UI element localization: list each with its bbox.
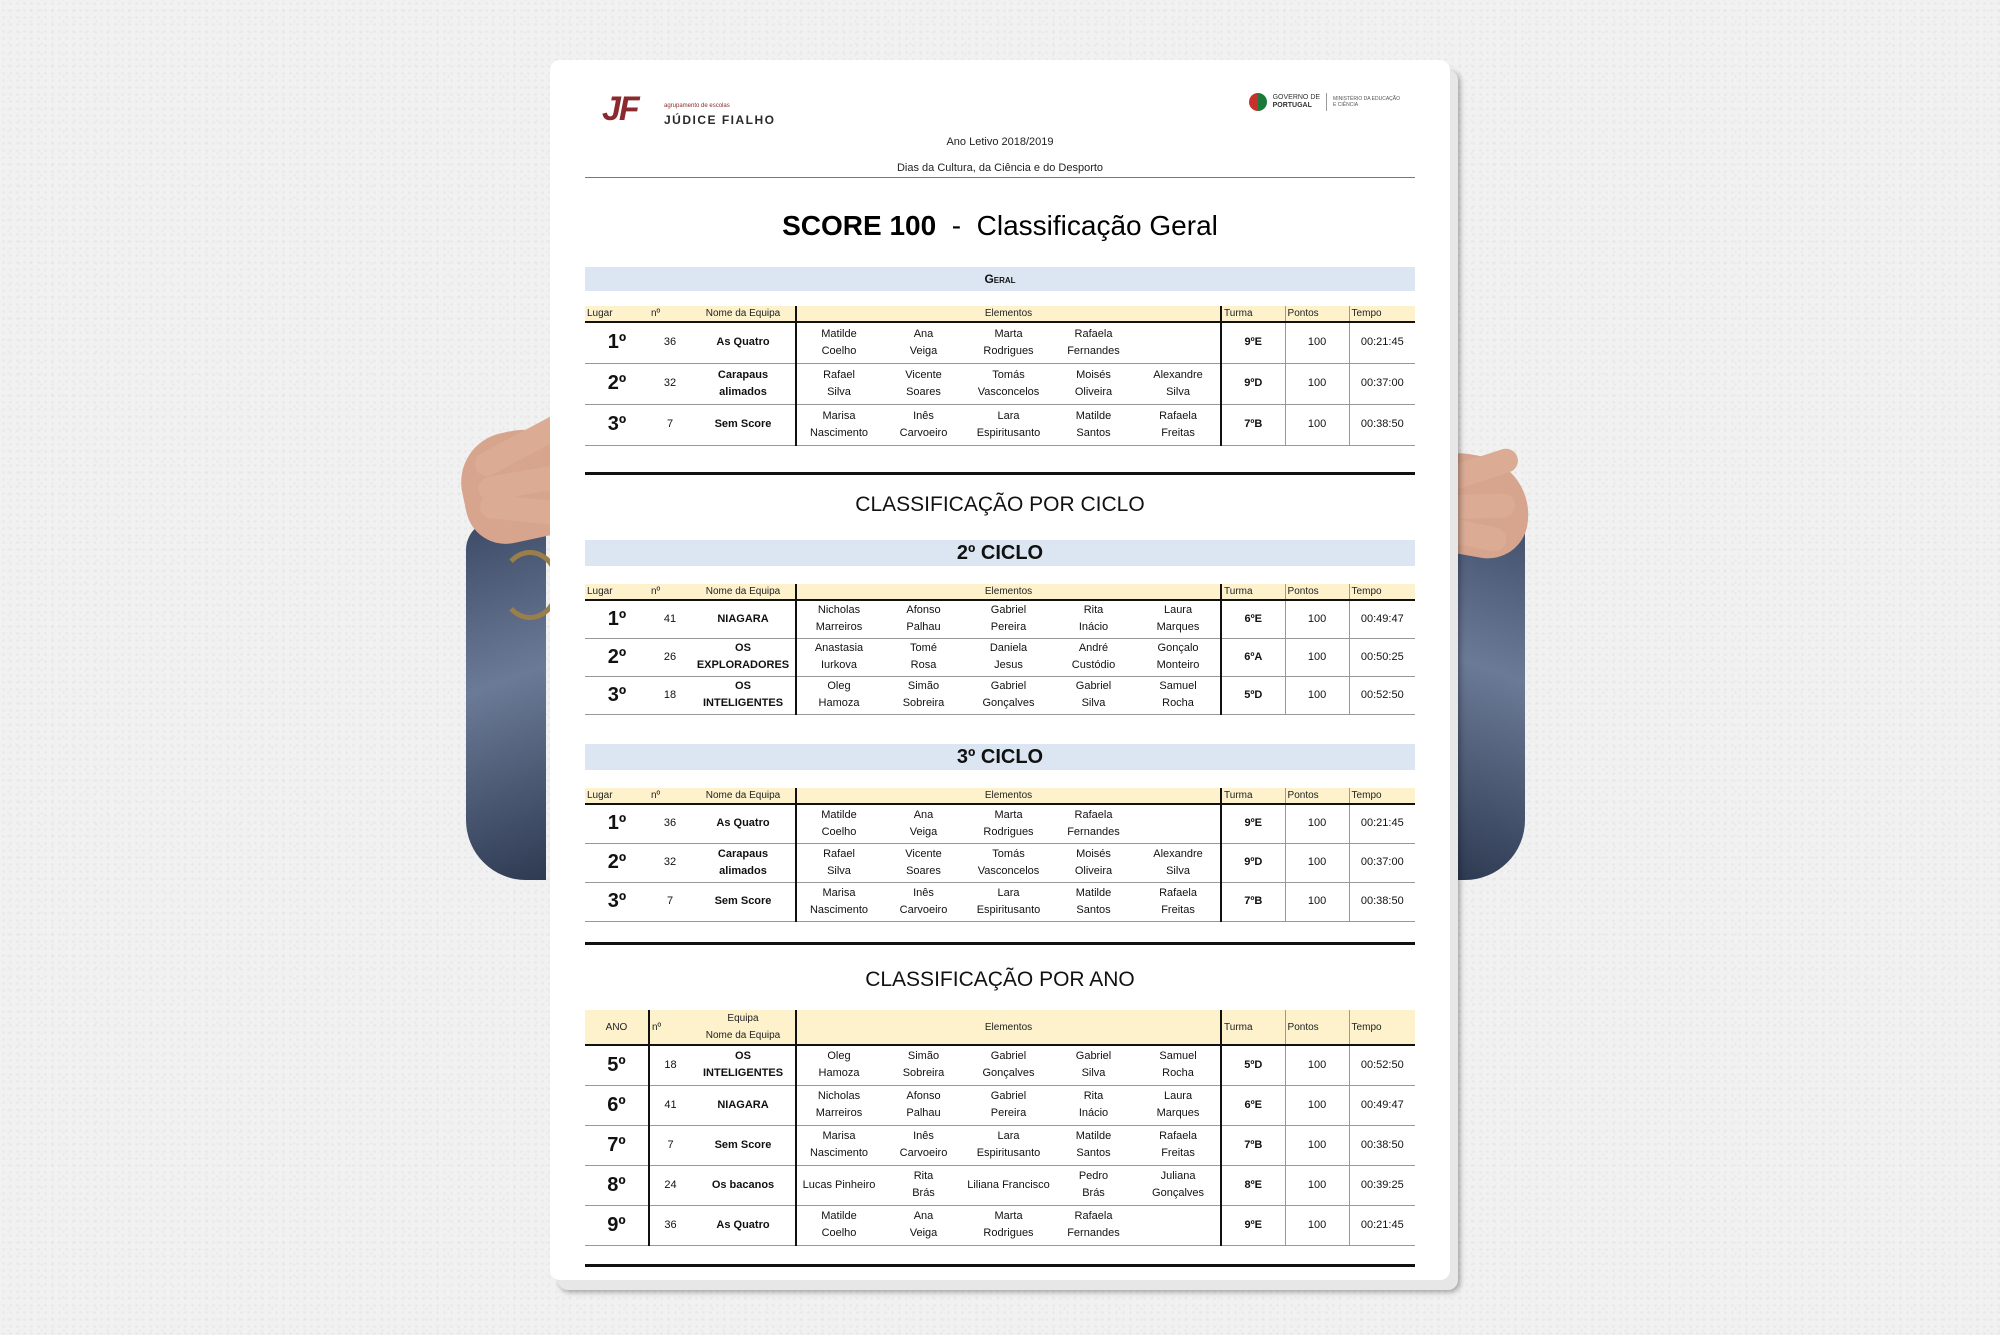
- class-cell: 5ºD: [1221, 1045, 1285, 1085]
- time-cell: 00:50:25: [1349, 638, 1415, 676]
- member-cell: Rafaela Freitas: [1136, 882, 1221, 921]
- team-number-cell: 7: [649, 1125, 691, 1165]
- member-cell: Nicholas Marreiros: [796, 600, 881, 638]
- table-row: [585, 322, 1415, 363]
- member-cell: Matilde Coelho: [796, 804, 881, 843]
- column-header-pontos: Pontos: [1285, 306, 1349, 322]
- table-row: [585, 1165, 1415, 1205]
- table-row: [585, 843, 1415, 882]
- time-cell: 00:49:47: [1349, 600, 1415, 638]
- table-header-row: [585, 788, 1415, 804]
- points-cell: 100: [1285, 804, 1349, 843]
- team-name-cell: NIAGARA: [691, 600, 796, 638]
- column-header-tempo: Tempo: [1349, 584, 1415, 600]
- member-cell: Ana Veiga: [881, 322, 966, 363]
- member-cell: Gonçalo Monteiro: [1136, 638, 1221, 676]
- column-header-elements: Elementos: [796, 584, 1221, 600]
- logo-initials: JF: [602, 90, 638, 128]
- section-divider: [585, 1264, 1415, 1267]
- member-cell: Gabriel Pereira: [966, 1085, 1051, 1125]
- column-header-num: nº: [649, 788, 691, 804]
- member-cell: Samuel Rocha: [1136, 1045, 1221, 1085]
- member-cell: Matilde Coelho: [796, 1205, 881, 1245]
- member-cell: Rafael Silva: [796, 843, 881, 882]
- team-name-cell: OS EXPLORADORES: [691, 638, 796, 676]
- table-header-row: [585, 584, 1415, 600]
- member-cell: Oleg Hamoza: [796, 676, 881, 714]
- column-header-tempo: Tempo: [1349, 788, 1415, 804]
- class-cell: 6ºA: [1221, 638, 1285, 676]
- member-cell: Rita Inácio: [1051, 600, 1136, 638]
- member-cell: Inês Carvoeiro: [881, 1125, 966, 1165]
- title-separator: -: [951, 210, 962, 241]
- points-cell: 100: [1285, 638, 1349, 676]
- member-cell: Liliana Francisco: [966, 1165, 1051, 1205]
- team-number-cell: 26: [649, 638, 691, 676]
- table-row: [585, 1125, 1415, 1165]
- member-cell: Gabriel Silva: [1051, 1045, 1136, 1085]
- member-cell: Tomás Vasconcelos: [966, 843, 1051, 882]
- section-title-ciclo: CLASSIFICAÇÃO POR CICLO: [855, 493, 1145, 516]
- place-cell: 6º: [585, 1085, 649, 1125]
- section-band-3-ciclo: 3º CICLO: [585, 744, 1415, 770]
- member-cell: Inês Carvoeiro: [881, 404, 966, 445]
- table-row: [585, 1205, 1415, 1245]
- logo-school-name: JÚDICE FIALHO: [664, 113, 776, 127]
- column-header-turma: Turma: [1221, 788, 1285, 804]
- member-cell: Marisa Nascimento: [796, 1125, 881, 1165]
- ranking-table-3-ciclo: [585, 788, 1415, 922]
- member-cell: Gabriel Gonçalves: [966, 1045, 1051, 1085]
- member-cell: Matilde Santos: [1051, 882, 1136, 921]
- ranking-table-geral: [585, 306, 1415, 446]
- points-cell: 100: [1285, 882, 1349, 921]
- column-header-tempo: Tempo: [1349, 306, 1415, 322]
- member-cell: Tomé Rosa: [881, 638, 966, 676]
- member-cell: Ana Veiga: [881, 1205, 966, 1245]
- government-logo: [1249, 93, 1400, 111]
- class-cell: 5ºD: [1221, 676, 1285, 714]
- member-cell: Matilde Coelho: [796, 322, 881, 363]
- time-cell: 00:38:50: [1349, 404, 1415, 445]
- ranking-table-2-ciclo: [585, 584, 1415, 715]
- points-cell: 100: [1285, 1045, 1349, 1085]
- member-cell: Rafaela Freitas: [1136, 404, 1221, 445]
- member-cell: Moisés Oliveira: [1051, 843, 1136, 882]
- title-subtitle: Classificação Geral: [976, 210, 1218, 241]
- column-header-team: [691, 1010, 796, 1045]
- place-cell: 9º: [585, 1205, 649, 1245]
- ministry-line-1: MINISTÉRIO DA EDUCAÇÃO: [1333, 96, 1400, 102]
- team-number-cell: 36: [649, 1205, 691, 1245]
- time-cell: 00:21:45: [1349, 804, 1415, 843]
- member-cell: Ana Veiga: [881, 804, 966, 843]
- member-cell: Laura Marques: [1136, 1085, 1221, 1125]
- place-cell: 3º: [585, 404, 649, 445]
- member-cell: Daniela Jesus: [966, 638, 1051, 676]
- member-cell: Simão Sobreira: [881, 1045, 966, 1085]
- member-cell: Lara Espiritusanto: [966, 1125, 1051, 1165]
- poster-sheet: [550, 60, 1450, 1280]
- gov-text: [1273, 94, 1320, 110]
- member-cell: Marisa Nascimento: [796, 882, 881, 921]
- team-number-cell: 36: [649, 804, 691, 843]
- member-cell: Rafaela Fernandes: [1051, 1205, 1136, 1245]
- table-header-row: [585, 1010, 1415, 1045]
- member-cell: André Custódio: [1051, 638, 1136, 676]
- column-header-lugar: Lugar: [585, 788, 649, 804]
- place-cell: 3º: [585, 676, 649, 714]
- class-cell: 9ºE: [1221, 322, 1285, 363]
- points-cell: 100: [1285, 600, 1349, 638]
- member-cell: Vicente Soares: [881, 843, 966, 882]
- member-cell: Afonso Palhau: [881, 600, 966, 638]
- class-cell: 8ºE: [1221, 1165, 1285, 1205]
- table-row: [585, 363, 1415, 404]
- section-title-ano: CLASSIFICAÇÃO POR ANO: [865, 968, 1135, 991]
- logo-divider: [1326, 93, 1327, 111]
- time-cell: 00:52:50: [1349, 676, 1415, 714]
- time-cell: 00:38:50: [1349, 1125, 1415, 1165]
- member-cell: Afonso Palhau: [881, 1085, 966, 1125]
- member-cell: Samuel Rocha: [1136, 676, 1221, 714]
- table-row: [585, 676, 1415, 714]
- class-cell: 6ºE: [1221, 600, 1285, 638]
- member-cell: [1136, 804, 1221, 843]
- team-number-cell: 18: [649, 1045, 691, 1085]
- class-cell: 7ºB: [1221, 404, 1285, 445]
- member-cell: Gabriel Pereira: [966, 600, 1051, 638]
- column-header-team-top: Equipa: [727, 1013, 759, 1024]
- column-header-team: Nome da Equipa: [691, 788, 796, 804]
- member-cell: Matilde Santos: [1051, 1125, 1136, 1165]
- school-year: Ano Letivo 2018/2019: [946, 136, 1054, 148]
- points-cell: 100: [1285, 404, 1349, 445]
- ranking-table-ano: [585, 1010, 1415, 1246]
- class-cell: 6ºE: [1221, 1085, 1285, 1125]
- ministry-line-2: E CIÊNCIA: [1333, 102, 1359, 108]
- team-name-cell: OS INTELIGENTES: [691, 676, 796, 714]
- column-header-pontos: Pontos: [1285, 1010, 1349, 1045]
- team-number-cell: 32: [649, 363, 691, 404]
- logo-subtitle: agrupamento de escolas: [664, 103, 730, 109]
- team-name-cell: Carapaus alimados: [691, 363, 796, 404]
- team-name-cell: As Quatro: [691, 804, 796, 843]
- time-cell: 00:38:50: [1349, 882, 1415, 921]
- member-cell: Rafael Silva: [796, 363, 881, 404]
- column-header-tempo: Tempo: [1349, 1010, 1415, 1045]
- class-cell: 9ºE: [1221, 1205, 1285, 1245]
- time-cell: 00:21:45: [1349, 322, 1415, 363]
- class-cell: 9ºD: [1221, 363, 1285, 404]
- member-cell: Simão Sobreira: [881, 676, 966, 714]
- member-cell: Lucas Pinheiro: [796, 1165, 881, 1205]
- column-header-num: nº: [649, 1010, 691, 1045]
- member-cell: Lara Espiritusanto: [966, 404, 1051, 445]
- member-cell: Laura Marques: [1136, 600, 1221, 638]
- column-header-team-name: Nome da Equipa: [705, 1030, 781, 1041]
- points-cell: 100: [1285, 1125, 1349, 1165]
- table-row: [585, 882, 1415, 921]
- member-cell: Anastasia Iurkova: [796, 638, 881, 676]
- member-cell: Moisés Oliveira: [1051, 363, 1136, 404]
- team-name-cell: As Quatro: [691, 322, 796, 363]
- team-number-cell: 18: [649, 676, 691, 714]
- points-cell: 100: [1285, 1165, 1349, 1205]
- column-header-elements: Elementos: [796, 306, 1221, 322]
- team-name-cell: Sem Score: [691, 404, 796, 445]
- time-cell: 00:21:45: [1349, 1205, 1415, 1245]
- team-name-cell: NIAGARA: [691, 1085, 796, 1125]
- column-header-lugar: Lugar: [585, 306, 649, 322]
- member-cell: Rita Brás: [881, 1165, 966, 1205]
- flag-icon: [1249, 93, 1267, 111]
- member-cell: Pedro Brás: [1051, 1165, 1136, 1205]
- class-cell: 9ºE: [1221, 804, 1285, 843]
- team-name-cell: Sem Score: [691, 1125, 796, 1165]
- team-number-cell: 41: [649, 1085, 691, 1125]
- points-cell: 100: [1285, 1205, 1349, 1245]
- section-band-geral: Geral: [585, 267, 1415, 291]
- place-cell: 1º: [585, 322, 649, 363]
- table-row: [585, 1045, 1415, 1085]
- points-cell: 100: [1285, 322, 1349, 363]
- member-cell: Rafaela Fernandes: [1051, 804, 1136, 843]
- points-cell: 100: [1285, 676, 1349, 714]
- column-header-lugar: Lugar: [585, 584, 649, 600]
- member-cell: Rafaela Fernandes: [1051, 322, 1136, 363]
- place-cell: 3º: [585, 882, 649, 921]
- time-cell: 00:52:50: [1349, 1045, 1415, 1085]
- column-header-pontos: Pontos: [1285, 788, 1349, 804]
- team-name-cell: As Quatro: [691, 1205, 796, 1245]
- member-cell: Nicholas Marreiros: [796, 1085, 881, 1125]
- section-band-2-ciclo: 2º CICLO: [585, 540, 1415, 566]
- title-score: SCORE 100: [782, 210, 937, 241]
- member-cell: Inês Carvoeiro: [881, 882, 966, 921]
- column-header-num: nº: [649, 584, 691, 600]
- member-cell: Vicente Soares: [881, 363, 966, 404]
- ministry-text: [1333, 96, 1400, 108]
- page-title: [550, 210, 1450, 242]
- team-number-cell: 24: [649, 1165, 691, 1205]
- column-header-num: nº: [649, 306, 691, 322]
- column-header-elements: Elementos: [796, 1010, 1221, 1045]
- team-number-cell: 41: [649, 600, 691, 638]
- member-cell: Marta Rodrigues: [966, 804, 1051, 843]
- place-cell: 2º: [585, 843, 649, 882]
- table-row: [585, 1085, 1415, 1125]
- class-cell: 9ºD: [1221, 843, 1285, 882]
- place-cell: 2º: [585, 363, 649, 404]
- member-cell: Alexandre Silva: [1136, 843, 1221, 882]
- column-header-pontos: Pontos: [1285, 584, 1349, 600]
- team-number-cell: 32: [649, 843, 691, 882]
- gov-line-1: GOVERNO DE: [1272, 94, 1321, 101]
- place-cell: 5º: [585, 1045, 649, 1085]
- team-number-cell: 7: [649, 882, 691, 921]
- team-name-cell: Os bacanos: [691, 1165, 796, 1205]
- member-cell: Gabriel Silva: [1051, 676, 1136, 714]
- column-header-turma: Turma: [1221, 1010, 1285, 1045]
- team-number-cell: 36: [649, 322, 691, 363]
- member-cell: Oleg Hamoza: [796, 1045, 881, 1085]
- section-divider: [585, 472, 1415, 475]
- column-header-ano: ANO: [585, 1010, 649, 1045]
- table-row: [585, 638, 1415, 676]
- column-header-team: Nome da Equipa: [691, 306, 796, 322]
- member-cell: Tomás Vasconcelos: [966, 363, 1051, 404]
- place-cell: 7º: [585, 1125, 649, 1165]
- time-cell: 00:49:47: [1349, 1085, 1415, 1125]
- member-cell: Rita Inácio: [1051, 1085, 1136, 1125]
- class-cell: 7ºB: [1221, 1125, 1285, 1165]
- gov-line-2: PORTUGAL: [1272, 102, 1312, 109]
- member-cell: Lara Espiritusanto: [966, 882, 1051, 921]
- table-header-row: [585, 306, 1415, 322]
- member-cell: [1136, 322, 1221, 363]
- section-divider: [585, 942, 1415, 945]
- place-cell: 2º: [585, 638, 649, 676]
- member-cell: Marta Rodrigues: [966, 1205, 1051, 1245]
- column-header-turma: Turma: [1221, 306, 1285, 322]
- member-cell: Juliana Gonçalves: [1136, 1165, 1221, 1205]
- member-cell: Rafaela Freitas: [1136, 1125, 1221, 1165]
- school-logo: [602, 90, 776, 129]
- column-header-team: Nome da Equipa: [691, 584, 796, 600]
- member-cell: Marta Rodrigues: [966, 322, 1051, 363]
- time-cell: 00:39:25: [1349, 1165, 1415, 1205]
- team-name-cell: Carapaus alimados: [691, 843, 796, 882]
- team-name-cell: OS INTELIGENTES: [691, 1045, 796, 1085]
- team-number-cell: 7: [649, 404, 691, 445]
- column-header-elements: Elementos: [796, 788, 1221, 804]
- points-cell: 100: [1285, 843, 1349, 882]
- points-cell: 100: [1285, 1085, 1349, 1125]
- member-cell: Matilde Santos: [1051, 404, 1136, 445]
- team-name-cell: Sem Score: [691, 882, 796, 921]
- table-row: [585, 404, 1415, 445]
- event-name: Dias da Cultura, da Ciência e do Desporto: [896, 162, 1104, 174]
- place-cell: 1º: [585, 804, 649, 843]
- table-row: [585, 804, 1415, 843]
- member-cell: Marisa Nascimento: [796, 404, 881, 445]
- column-header-turma: Turma: [1221, 584, 1285, 600]
- header-divider: [585, 177, 1415, 178]
- time-cell: 00:37:00: [1349, 843, 1415, 882]
- member-cell: [1136, 1205, 1221, 1245]
- place-cell: 1º: [585, 600, 649, 638]
- member-cell: Gabriel Gonçalves: [966, 676, 1051, 714]
- points-cell: 100: [1285, 363, 1349, 404]
- place-cell: 8º: [585, 1165, 649, 1205]
- time-cell: 00:37:00: [1349, 363, 1415, 404]
- table-row: [585, 600, 1415, 638]
- member-cell: Alexandre Silva: [1136, 363, 1221, 404]
- class-cell: 7ºB: [1221, 882, 1285, 921]
